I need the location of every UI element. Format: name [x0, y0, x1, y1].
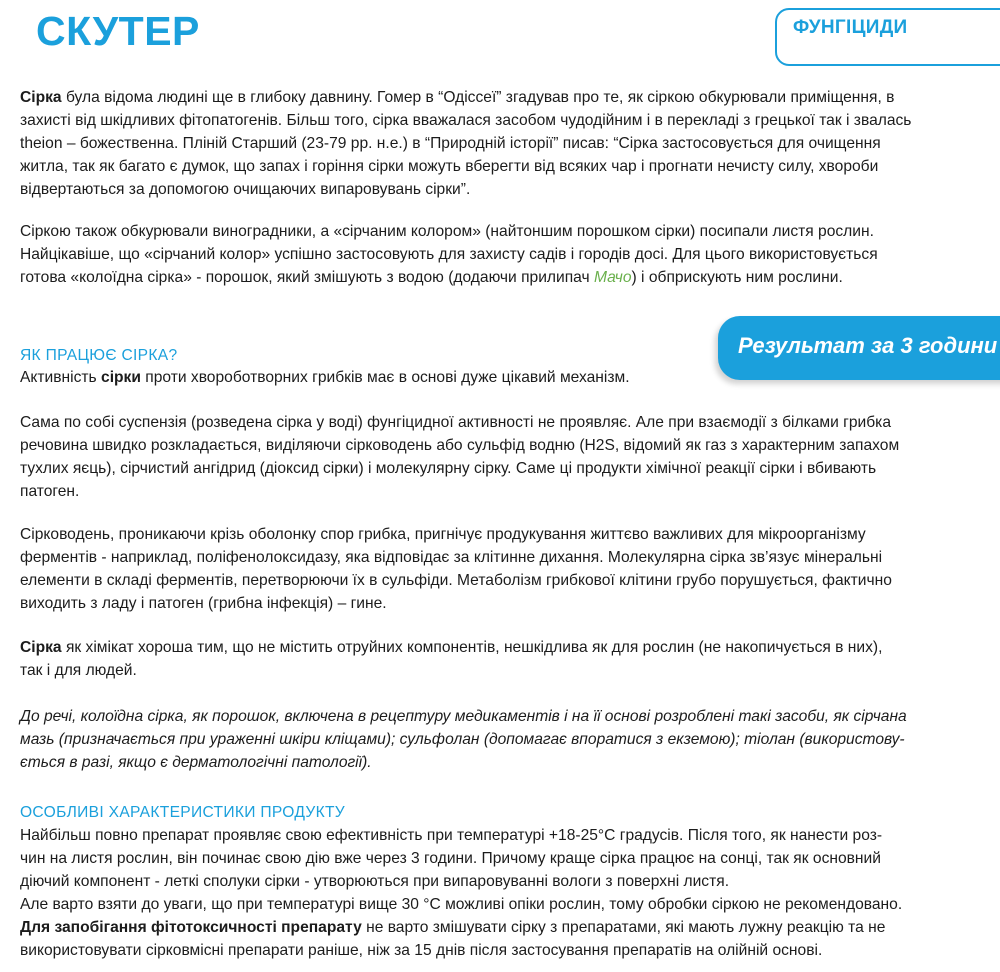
how-p3-line-1: Сірка як хімікат хороша тим, що не містить отруйних компонентів, нешкідлива як для рослин (не накопичується в них),	[20, 639, 883, 656]
features-line-2: чин на листя рослин, він починає свою дію вже через 3 години. Причому краще сірка працює на сонці, так як основний	[20, 850, 881, 867]
how-p4-line-1: До речі, колоїдна сірка, як порошок, включена в рецептуру медикаментів і на її основі розроблені такі засоби, як сірчана	[20, 708, 907, 725]
how-p1-line-1: Сама по собі суспензія (розведена сірка у воді) фунгіцидної активності не проявляє. Але при взаємодії з білками грибка	[20, 414, 892, 431]
how-p1-line-4: патоген.	[20, 483, 80, 500]
section-heading-features: ОСОБЛИВІ ХАРАКТЕРИСТИКИ ПРОДУКТУ	[20, 804, 346, 821]
category-label: ФУНГІЦИДИ	[793, 17, 908, 38]
how-p1-line-3: тухлих яєць), сірчистий ангідрид (діоксид сірки) і молекулярну сірку. Саме ці продукти хімічної реакції сірки і вбивають	[20, 460, 877, 477]
section-heading-how: ЯК ПРАЦЮЄ СІРКА?	[20, 347, 178, 364]
how-p2-line-1: Сірководень, проникаючи крізь оболонку спор грибка, пригнічує продукування життєво важливих для мікроорганізму	[20, 526, 866, 543]
features-line-5: Для запобігання фітотоксичності препарату не варто змішувати сірку з препаратами, які мають лужну реакцію та не	[20, 919, 886, 936]
result-banner-text: Результат за 3 години	[738, 333, 998, 358]
how-p1-line-2: речовина швидко розкладається, виділяючи сірководень або сульфід водню (H2S, відомий як газ з характерним запахом	[20, 437, 900, 454]
bold-term: сірки	[101, 369, 141, 386]
how-p3-line-2: так і для людей.	[20, 662, 137, 679]
how-p4-line-2: мазь (призначається при ураженні шкіри кліщами); сульфолан (допомагає впоратися з екземою); тіолан (використову-	[20, 731, 905, 748]
features-line-4: Але варто взяти до уваги, що при температурі вище 30 °C можливі опіки рослин, тому обробки сіркою не рекомендовано.	[20, 896, 903, 913]
intro-p1-line-5: відвертаються за допомогою очищаючих випаровувань сірки”.	[20, 181, 471, 198]
result-banner	[718, 316, 1000, 380]
how-p2-line-2: ферментів - наприклад, поліфенолоксидазу, яка відповідає за клітинне дихання. Молекулярна сірка зв’язує мінеральні	[20, 549, 883, 566]
features-line-3: діючий компонент - леткі сполуки сірки - утворюються при випаровуванні вологи з поверхні листя.	[20, 873, 730, 890]
intro-p1-line-4: житла, так як багато є думок, що запах і горіння сірки можуть вберегти від всяких чар і прогнати нечисту силу, хвороби	[20, 158, 879, 175]
intro-p1-line-1: Сірка була відома людині ще в глибоку давнину. Гомер в “Одіссеї” згадував про те, як сіркою обкурювали приміщення, в	[20, 89, 895, 106]
intro-p2-line-1: Сіркою також обкурювали виноградники, а «сірчаним колором» (найтоншим порошком сірки) посипали листя рослин.	[20, 223, 874, 240]
how-intro-line: Активність сірки проти хвороботворних грибків має в основі дуже цікавий механізм.	[20, 369, 630, 386]
bold-term: Сірка	[20, 89, 62, 106]
brand-name-macho: Мачо	[593, 269, 632, 286]
bold-term: Сірка	[20, 639, 62, 656]
product-title: СКУТЕР	[36, 8, 200, 54]
how-p2-line-3: елементи в складі ферментів, перетворюючи їх в сульфіди. Метаболізм грибкової клітини грубо порушується, фактично	[20, 572, 892, 589]
intro-p1-line-2: захисті від шкідливих фітопатогенів. Більш того, сірка вважалася засобом чудодійним і в перекладі з грецької так і звалась	[20, 112, 912, 129]
category-tab	[775, 8, 1000, 66]
bold-term: Для запобігання фітотоксичності препарату	[20, 919, 362, 936]
how-p4-line-3: ється в разі, якщо є дерматологічні патології).	[20, 754, 372, 771]
features-line-6: використовувати сірковмісні препарати раніше, ніж за 15 днів після застосування препаратів на олійній основі.	[20, 942, 823, 959]
features-line-1: Найбільш повно препарат проявляє свою ефективність при температурі +18-25°С градусів. Після того, як нанести роз-	[20, 827, 883, 844]
intro-p2-line-2: Найцікавіше, що «сірчаний колор» успішно застосовують для захисту садів і городів досі. Для цього використовується	[20, 246, 878, 263]
intro-p1-line-3: theion – божественна. Пліній Старший (23-79 рр. н.е.) в “Природній історії” писав: “Сірка застосовується для очищення	[20, 135, 881, 152]
how-p2-line-4: виходить з ладу і патоген (грибна інфекція) – гине.	[20, 595, 387, 612]
intro-p2-line-3: готова «колоїдна сірка» - порошок, який змішують з водою (додаючи прилипач Мачо) і обприскують ним рослини.	[20, 269, 843, 286]
